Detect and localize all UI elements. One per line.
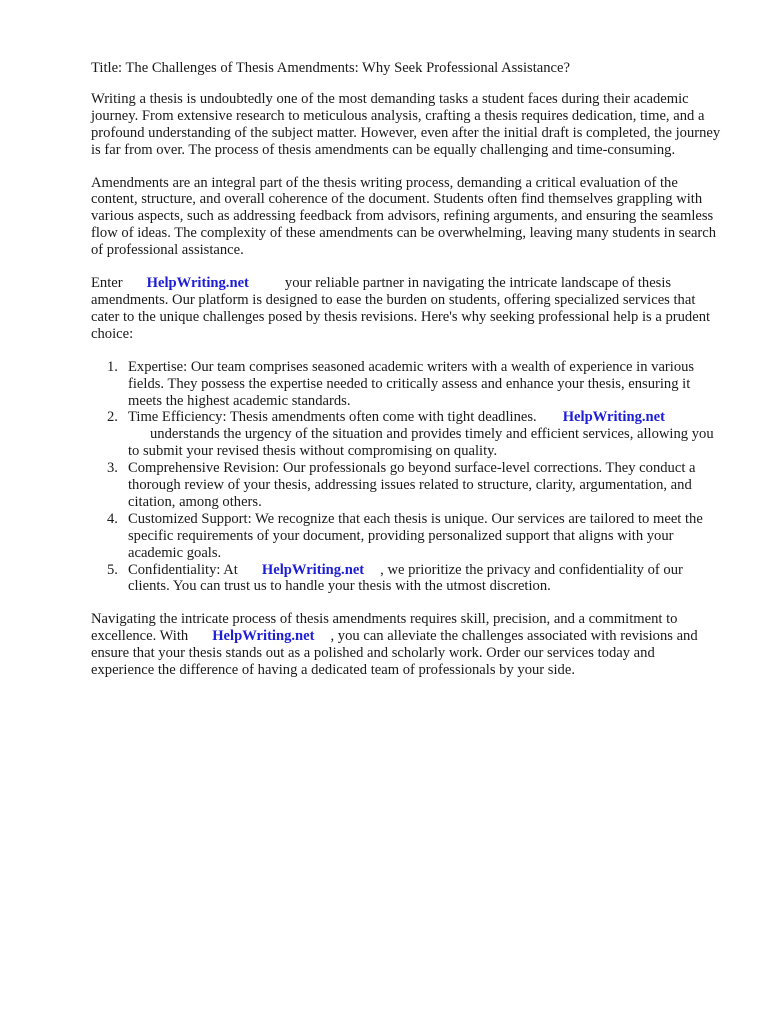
helpwriting-link[interactable]: HelpWriting.net <box>212 628 315 645</box>
partner-text: your reliable partner in navigating the intricate landscape of thesis amendments. Our platform is designed to ease the burden on students, offering specialized services that cater to the unique challenges posed by thesis revisions. Here's why seeking professional help is a prudent choice: <box>91 275 711 342</box>
amendments-paragraph: Amendments are an integral part of the thesis writing process, demanding a critical evaluation of the content, structure, and overall coherence of the document. Students often find themselves grappling with various aspects, such as addressing feedback from advisors, refining arguments, and ensuring the seamless flow of ideas. The complexity of these amendments can be overwhelming, leaving many students in search of professional assistance. <box>91 174 717 259</box>
list-item <box>91 511 721 562</box>
helpwriting-intro-paragraph <box>91 275 721 343</box>
list-item <box>91 359 721 410</box>
list-number: 3. <box>107 460 118 477</box>
conclusion-text: Navigating the intricate process of thesis amendments requires skill, precision, and a commitment to excellence. With <box>91 611 678 645</box>
list-number: 1. <box>107 358 118 375</box>
list-item <box>91 409 721 460</box>
list-number: 4. <box>107 510 118 527</box>
helpwriting-link[interactable]: HelpWriting.net <box>261 561 365 578</box>
list-item-text: Customized Support: We recognize that each thesis is unique. Our services are tailored to meet the specific requirements of your document, providing personalized support that aligns with your academic goals. <box>128 510 703 561</box>
list-item-text: Confidentiality: At <box>128 561 238 578</box>
reasons-list <box>91 359 721 596</box>
list-item-text: Comprehensive Revision: Our professionals go beyond surface-level corrections. They conduct a thorough review of your thesis, addressing issues related to structure, clarity, argumentation, and citation, among others. <box>128 460 696 510</box>
list-item <box>91 562 721 596</box>
document-title: Title: The Challenges of Thesis Amendments: Why Seek Professional Assistance? <box>91 60 570 76</box>
list-item-text: Expertise: Our team comprises seasoned academic writers with a wealth of experience in various fields. They possess the expertise needed to critically assess and enhance your thesis, ensuring it meets the highest academic standards. <box>128 358 695 409</box>
helpwriting-link[interactable]: HelpWriting.net <box>146 275 249 292</box>
conclusion-paragraph <box>91 611 721 679</box>
intro-paragraph: Writing a thesis is undoubtedly one of the most demanding tasks a student faces during their academic journey. From extensive research to meticulous analysis, crafting a thesis requires dedication, time, and a profound understanding of the subject matter. However, even after the initial draft is completed, the journey is far from over. The process of thesis amendments can be equally challenging and time-consuming. <box>91 90 721 158</box>
list-number: 5. <box>107 561 118 578</box>
enter-text: Enter <box>91 275 123 292</box>
list-number: 2. <box>107 409 118 426</box>
document-page <box>91 60 721 695</box>
list-item-text: , we prioritize the privacy and confidentiality of our clients. You can trust us to handle your thesis with the utmost discretion. <box>128 561 683 595</box>
list-item-text: Time Efficiency: Thesis amendments often come with tight deadlines. <box>128 409 537 426</box>
conclusion-text: , you can alleviate the challenges associated with revisions and ensure that your thesis stands out as a polished and scholarly work. Order our services today and experience the difference of having a dedicated team of professionals by your side. <box>91 628 698 679</box>
list-item <box>91 460 721 511</box>
helpwriting-link[interactable]: HelpWriting.net <box>562 409 665 426</box>
list-item-text: understands the urgency of the situation and provides timely and efficient services, allowing you to submit your revised thesis without compromising on quality. <box>128 426 714 460</box>
